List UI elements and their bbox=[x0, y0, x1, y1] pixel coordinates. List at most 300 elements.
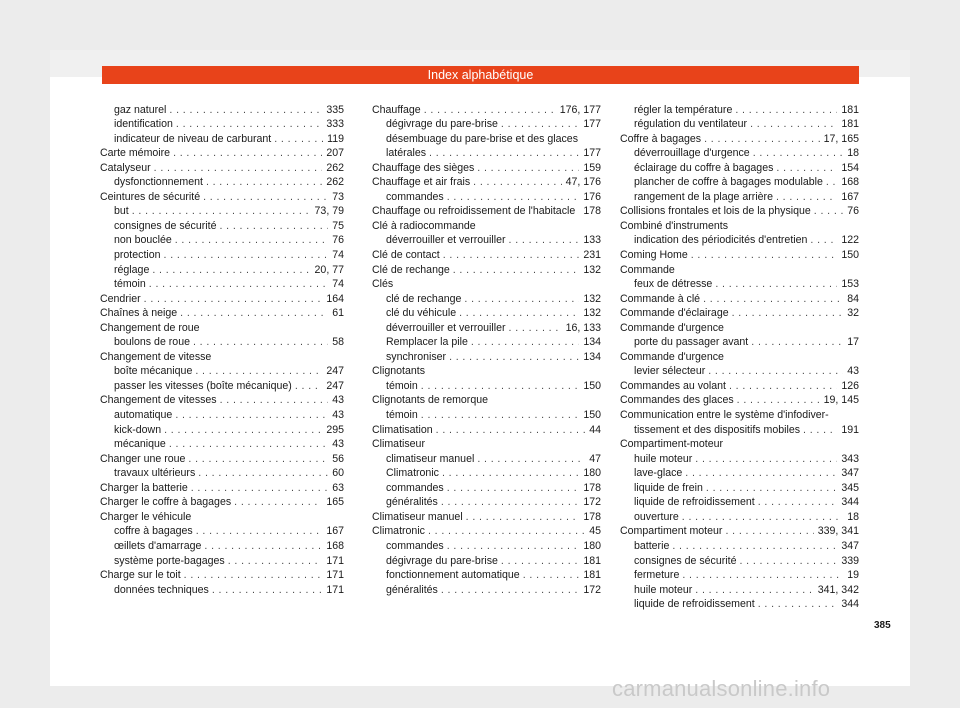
index-entry bbox=[100, 319, 344, 334]
index-entry bbox=[620, 450, 859, 465]
entry-pages: 176, 177 bbox=[559, 103, 601, 116]
dot-leader bbox=[471, 336, 579, 348]
dot-leader bbox=[578, 205, 579, 217]
entry-pages: 168 bbox=[326, 539, 344, 552]
dot-leader bbox=[776, 191, 837, 203]
entry-pages: 44 bbox=[589, 423, 601, 436]
dot-leader bbox=[682, 569, 843, 581]
entry-pages: 181 bbox=[841, 103, 859, 116]
entry-pages: 74 bbox=[332, 278, 344, 291]
entry-pages: 347 bbox=[841, 467, 859, 480]
index-entry bbox=[620, 334, 859, 349]
entry-label: dysfonctionnement bbox=[114, 176, 203, 189]
entry-pages: 43 bbox=[332, 409, 344, 422]
dot-leader bbox=[274, 133, 323, 145]
entry-pages: 164 bbox=[326, 292, 344, 305]
entry-label: Chaînes à neige bbox=[100, 307, 178, 320]
dot-leader bbox=[758, 496, 838, 508]
index-entry bbox=[620, 319, 859, 334]
entry-pages: 345 bbox=[841, 481, 859, 494]
entry-pages: 171 bbox=[326, 554, 344, 567]
entry-pages: 262 bbox=[326, 161, 344, 174]
index-entry bbox=[620, 130, 859, 145]
dot-leader bbox=[193, 336, 328, 348]
dot-leader bbox=[441, 584, 579, 596]
dot-leader bbox=[753, 147, 844, 159]
dot-leader bbox=[715, 278, 837, 290]
entry-pages: 262 bbox=[326, 176, 344, 189]
entry-label: Climatiseur manuel bbox=[372, 510, 463, 523]
index-entry bbox=[620, 406, 859, 421]
entry-label: synchroniser bbox=[386, 350, 447, 363]
entry-label: Changement de vitesses bbox=[100, 394, 217, 407]
entry-label: liquide de frein bbox=[634, 481, 703, 494]
entry-pages: 43 bbox=[332, 394, 344, 407]
dot-leader bbox=[750, 118, 837, 130]
index-entry bbox=[372, 130, 601, 145]
entry-pages: 343 bbox=[841, 452, 859, 465]
dot-leader bbox=[436, 424, 586, 436]
index-entry bbox=[100, 450, 344, 465]
index-entry bbox=[372, 377, 601, 392]
dot-leader bbox=[776, 162, 837, 174]
entry-label: Compartiment-moteur bbox=[620, 438, 724, 451]
index-entry bbox=[100, 552, 344, 567]
dot-leader bbox=[459, 307, 579, 319]
entry-label: huile moteur bbox=[634, 452, 693, 465]
entry-pages: 344 bbox=[841, 496, 859, 509]
dot-leader bbox=[477, 453, 585, 465]
entry-pages: 132 bbox=[583, 263, 601, 276]
entry-pages: 47 bbox=[589, 452, 601, 465]
entry-pages: 18 bbox=[847, 147, 859, 160]
entry-label: but bbox=[114, 205, 129, 218]
entry-label: généralités bbox=[386, 583, 438, 596]
page-number: 385 bbox=[874, 620, 891, 631]
entry-label: clé de rechange bbox=[386, 292, 462, 305]
dot-leader bbox=[169, 104, 322, 116]
entry-label: boulons de roue bbox=[114, 336, 190, 349]
entry-label: fermeture bbox=[634, 569, 680, 582]
index-entry bbox=[620, 116, 859, 131]
entry-pages: 60 bbox=[332, 467, 344, 480]
dot-leader bbox=[428, 525, 585, 537]
entry-pages: 339 bbox=[841, 554, 859, 567]
dot-leader bbox=[691, 249, 838, 261]
entry-label: commandes bbox=[386, 190, 444, 203]
index-entry bbox=[372, 334, 601, 349]
entry-label: Ceintures de sécurité bbox=[100, 190, 201, 203]
entry-pages: 171 bbox=[326, 569, 344, 582]
entry-label: Chauffage des sièges bbox=[372, 161, 475, 174]
dot-leader bbox=[219, 220, 328, 232]
dot-leader bbox=[501, 555, 579, 567]
entry-label: rangement de la plage arrière bbox=[634, 190, 773, 203]
entry-pages: 17 bbox=[847, 336, 859, 349]
index-entry bbox=[620, 523, 859, 538]
index-entry bbox=[620, 479, 859, 494]
entry-pages: 16, 133 bbox=[565, 321, 601, 334]
entry-label: Climatiseur bbox=[372, 438, 425, 451]
entry-label: consignes de sécurité bbox=[634, 554, 737, 567]
entry-label: identification bbox=[114, 118, 173, 131]
entry-pages: 347 bbox=[841, 539, 859, 552]
dot-leader bbox=[188, 453, 328, 465]
entry-label: Commandes des glaces bbox=[620, 394, 734, 407]
entry-label: Commandes au volant bbox=[620, 379, 726, 392]
index-entry bbox=[100, 523, 344, 538]
entry-label: Chauffage bbox=[372, 103, 421, 116]
entry-pages: 47, 176 bbox=[565, 176, 601, 189]
index-entry bbox=[100, 406, 344, 421]
index-entry bbox=[620, 203, 859, 218]
dot-leader bbox=[810, 234, 837, 246]
dot-leader bbox=[814, 205, 843, 217]
entry-pages: 150 bbox=[841, 249, 859, 262]
dot-leader bbox=[164, 424, 322, 436]
index-entry bbox=[620, 232, 859, 247]
dot-leader bbox=[466, 511, 580, 523]
entry-pages: 335 bbox=[326, 103, 344, 116]
dot-leader bbox=[421, 409, 580, 421]
entry-label: Compartiment moteur bbox=[620, 525, 723, 538]
entry-label: indication des périodicités d'entretien bbox=[634, 234, 808, 247]
entry-pages: 247 bbox=[326, 365, 344, 378]
index-entry bbox=[100, 130, 344, 145]
entry-label: Changer une roue bbox=[100, 452, 186, 465]
entry-pages: 177 bbox=[583, 118, 601, 131]
entry-label: Charger le coffre à bagages bbox=[100, 496, 232, 509]
index-entry bbox=[620, 494, 859, 509]
index-entry bbox=[620, 465, 859, 480]
index-entry bbox=[100, 145, 344, 160]
entry-label: huile moteur bbox=[634, 583, 693, 596]
dot-leader bbox=[164, 249, 329, 261]
entry-pages: 134 bbox=[583, 350, 601, 363]
index-entry bbox=[372, 145, 601, 160]
index-entry bbox=[620, 581, 859, 596]
entry-pages: 75 bbox=[332, 219, 344, 232]
entry-label: levier sélecteur bbox=[634, 365, 706, 378]
entry-label: Coming Home bbox=[620, 249, 688, 262]
entry-label: déverrouiller et verrouiller bbox=[386, 321, 506, 334]
index-entry bbox=[100, 567, 344, 582]
index-entry bbox=[100, 188, 344, 203]
entry-label: Charger le véhicule bbox=[100, 510, 192, 523]
index-entry bbox=[372, 116, 601, 131]
entry-pages: 339, 341 bbox=[817, 525, 859, 538]
index-column-1 bbox=[100, 101, 344, 596]
index-entry bbox=[620, 377, 859, 392]
entry-label: généralités bbox=[386, 496, 438, 509]
index-entry bbox=[100, 232, 344, 247]
dot-leader bbox=[443, 249, 580, 261]
entry-pages: 344 bbox=[841, 598, 859, 611]
dot-leader bbox=[424, 104, 556, 116]
entry-label: système porte-bagages bbox=[114, 554, 225, 567]
index-entry bbox=[620, 305, 859, 320]
entry-label: boîte mécanique bbox=[114, 365, 193, 378]
entry-label: non bouclée bbox=[114, 234, 172, 247]
entry-label: clé du véhicule bbox=[386, 307, 457, 320]
entry-label: batterie bbox=[634, 539, 670, 552]
index-entry bbox=[620, 261, 859, 276]
index-entry bbox=[372, 246, 601, 261]
dot-leader bbox=[198, 467, 328, 479]
index-entry bbox=[372, 203, 601, 218]
entry-label: Combiné d'instruments bbox=[620, 219, 729, 232]
index-entry bbox=[372, 392, 601, 407]
dot-leader bbox=[152, 264, 310, 276]
entry-pages: 159 bbox=[583, 161, 601, 174]
entry-pages: 32 bbox=[847, 307, 859, 320]
index-entry bbox=[100, 421, 344, 436]
entry-label: déverrouillage d'urgence bbox=[634, 147, 750, 160]
index-entry bbox=[620, 217, 859, 232]
dot-leader bbox=[737, 394, 820, 406]
entry-pages: 341, 342 bbox=[817, 583, 859, 596]
index-entry bbox=[100, 101, 344, 116]
dot-leader bbox=[826, 176, 837, 188]
entry-pages: 180 bbox=[583, 467, 601, 480]
dot-leader bbox=[196, 525, 323, 537]
entry-label: régulation du ventilateur bbox=[634, 118, 748, 131]
index-entry bbox=[620, 246, 859, 261]
index-entry bbox=[372, 232, 601, 247]
entry-label: mécanique bbox=[114, 438, 166, 451]
entry-pages: 172 bbox=[583, 496, 601, 509]
index-entry bbox=[620, 290, 859, 305]
index-entry bbox=[372, 305, 601, 320]
entry-label: Changement de vitesse bbox=[100, 350, 212, 363]
entry-pages: 20, 77 bbox=[314, 263, 344, 276]
index-entry bbox=[100, 465, 344, 480]
entry-label: témoin bbox=[386, 409, 418, 422]
dot-leader bbox=[442, 467, 579, 479]
entry-pages: 333 bbox=[326, 118, 344, 131]
entry-pages: 153 bbox=[841, 278, 859, 291]
entry-label: protection bbox=[114, 249, 161, 262]
dot-leader bbox=[453, 264, 580, 276]
entry-label: Commande d'éclairage bbox=[620, 307, 729, 320]
entry-pages: 132 bbox=[583, 307, 601, 320]
dot-leader bbox=[132, 205, 311, 217]
dot-leader bbox=[501, 118, 579, 130]
index-entry bbox=[620, 145, 859, 160]
entry-label: Clé de contact bbox=[372, 249, 440, 262]
dot-leader bbox=[206, 176, 322, 188]
index-entry bbox=[620, 552, 859, 567]
entry-pages: 191 bbox=[841, 423, 859, 436]
index-entry bbox=[372, 523, 601, 538]
entry-pages: 126 bbox=[841, 379, 859, 392]
entry-pages: 73, 79 bbox=[314, 205, 344, 218]
entry-pages: 17, 165 bbox=[823, 132, 859, 145]
dot-leader bbox=[191, 482, 328, 494]
entry-pages: 207 bbox=[326, 147, 344, 160]
index-entry bbox=[372, 406, 601, 421]
index-entry bbox=[372, 188, 601, 203]
dot-leader bbox=[220, 394, 329, 406]
index-entry bbox=[620, 567, 859, 582]
dot-leader bbox=[447, 191, 580, 203]
index-entry bbox=[100, 159, 344, 174]
index-entry bbox=[100, 334, 344, 349]
entry-pages: 150 bbox=[583, 379, 601, 392]
entry-pages: 74 bbox=[332, 249, 344, 262]
entry-label: Coffre à bagages bbox=[620, 132, 702, 145]
entry-label: commandes bbox=[386, 481, 444, 494]
entry-label: latérales bbox=[386, 147, 427, 160]
dot-leader bbox=[509, 322, 562, 334]
entry-label: Cendrier bbox=[100, 292, 141, 305]
index-entry bbox=[620, 421, 859, 436]
index-entry bbox=[372, 363, 601, 378]
entry-label: Catalyseur bbox=[100, 161, 151, 174]
entry-pages: 178 bbox=[583, 205, 601, 218]
entry-label: coffre à bagages bbox=[114, 525, 193, 538]
entry-label: Commande bbox=[620, 263, 675, 276]
index-entry bbox=[372, 174, 601, 189]
index-entry bbox=[372, 348, 601, 363]
dot-leader bbox=[751, 336, 843, 348]
entry-pages: 168 bbox=[841, 176, 859, 189]
dot-leader bbox=[447, 482, 580, 494]
dot-leader bbox=[144, 293, 323, 305]
entry-pages: 58 bbox=[332, 336, 344, 349]
dot-leader bbox=[173, 147, 322, 159]
dot-leader bbox=[464, 293, 579, 305]
entry-pages: 132 bbox=[583, 292, 601, 305]
index-entry bbox=[372, 581, 601, 596]
index-entry bbox=[100, 276, 344, 291]
index-entry bbox=[372, 494, 601, 509]
dot-leader bbox=[204, 540, 322, 552]
entry-label: Remplacer la pile bbox=[386, 336, 468, 349]
entry-label: éclairage du coffre à bagages bbox=[634, 161, 774, 174]
entry-label: climatiseur manuel bbox=[386, 452, 475, 465]
index-entry bbox=[100, 217, 344, 232]
entry-pages: 43 bbox=[847, 365, 859, 378]
entry-label: automatique bbox=[114, 409, 173, 422]
entry-label: fonctionnement automatique bbox=[386, 569, 520, 582]
entry-pages: 178 bbox=[583, 481, 601, 494]
entry-pages: 18 bbox=[847, 510, 859, 523]
dot-leader bbox=[729, 380, 837, 392]
entry-label: kick-down bbox=[114, 423, 162, 436]
index-entry bbox=[100, 116, 344, 131]
entry-pages: 167 bbox=[841, 190, 859, 203]
entry-pages: 150 bbox=[583, 409, 601, 422]
entry-pages: 172 bbox=[583, 583, 601, 596]
entry-pages: 176 bbox=[583, 190, 601, 203]
entry-label: Carte mémoire bbox=[100, 147, 171, 160]
index-entry bbox=[100, 290, 344, 305]
entry-label: travaux ultérieurs bbox=[114, 467, 196, 480]
entry-label: témoin bbox=[114, 278, 146, 291]
dot-leader bbox=[429, 147, 579, 159]
entry-label: Clé à radiocommande bbox=[372, 219, 476, 232]
index-entry bbox=[372, 421, 601, 436]
entry-label: gaz naturel bbox=[114, 103, 167, 116]
entry-label: déverrouiller et verrouiller bbox=[386, 234, 506, 247]
index-column-2 bbox=[372, 101, 601, 596]
entry-pages: 19, 145 bbox=[823, 394, 859, 407]
entry-label: commandes bbox=[386, 539, 444, 552]
index-entry bbox=[620, 436, 859, 451]
entry-label: tissement et des dispositifs mobiles bbox=[634, 423, 801, 436]
entry-pages: 133 bbox=[583, 234, 601, 247]
index-entry bbox=[100, 203, 344, 218]
entry-label: Charge sur le toit bbox=[100, 569, 181, 582]
entry-pages: 45 bbox=[589, 525, 601, 538]
dot-leader bbox=[169, 438, 328, 450]
index-entry bbox=[620, 596, 859, 611]
index-entry bbox=[620, 392, 859, 407]
entry-label: Chauffage ou refroidissement de l'habitacle bbox=[372, 205, 576, 218]
entry-label: Commande d'urgence bbox=[620, 350, 724, 363]
entry-pages: 167 bbox=[326, 525, 344, 538]
dot-leader bbox=[803, 424, 837, 436]
watermark: carmanualsonline.info bbox=[612, 676, 831, 701]
index-title: Index alphabétique bbox=[427, 68, 534, 82]
index-entry bbox=[100, 581, 344, 596]
index-entry bbox=[372, 479, 601, 494]
dot-leader bbox=[708, 365, 843, 377]
index-entry bbox=[100, 436, 344, 451]
index-entry bbox=[620, 508, 859, 523]
index-entry bbox=[100, 246, 344, 261]
entry-pages: 165 bbox=[326, 496, 344, 509]
entry-pages: 181 bbox=[583, 569, 601, 582]
entry-label: Climatronic bbox=[386, 467, 439, 480]
entry-label: liquide de refroidissement bbox=[634, 496, 755, 509]
entry-label: Clé de rechange bbox=[372, 263, 450, 276]
dot-leader bbox=[295, 380, 322, 392]
index-entry bbox=[100, 363, 344, 378]
index-entry bbox=[372, 261, 601, 276]
dot-leader bbox=[421, 380, 580, 392]
entry-pages: 178 bbox=[583, 510, 601, 523]
entry-pages: 171 bbox=[326, 583, 344, 596]
dot-leader bbox=[704, 133, 820, 145]
index-entry bbox=[372, 276, 601, 291]
entry-pages: 154 bbox=[841, 161, 859, 174]
dot-leader bbox=[703, 293, 843, 305]
entry-label: Collisions frontales et lois de la physique bbox=[620, 205, 811, 218]
entry-pages: 180 bbox=[583, 539, 601, 552]
index-entry bbox=[100, 174, 344, 189]
entry-label: Chauffage et air frais bbox=[372, 176, 471, 189]
dot-leader bbox=[149, 278, 328, 290]
dot-leader bbox=[228, 555, 323, 567]
dot-leader bbox=[154, 162, 323, 174]
entry-pages: 19 bbox=[847, 569, 859, 582]
dot-leader bbox=[234, 496, 322, 508]
dot-leader bbox=[449, 351, 579, 363]
dot-leader bbox=[695, 584, 813, 596]
dot-leader bbox=[447, 540, 580, 552]
dot-leader bbox=[175, 234, 328, 246]
dot-leader bbox=[706, 482, 837, 494]
entry-pages: 63 bbox=[332, 481, 344, 494]
index-entry bbox=[100, 508, 344, 523]
index-entry bbox=[620, 188, 859, 203]
entry-label: Climatisation bbox=[372, 423, 433, 436]
index-entry bbox=[620, 174, 859, 189]
entry-pages: 122 bbox=[841, 234, 859, 247]
index-entry bbox=[620, 101, 859, 116]
